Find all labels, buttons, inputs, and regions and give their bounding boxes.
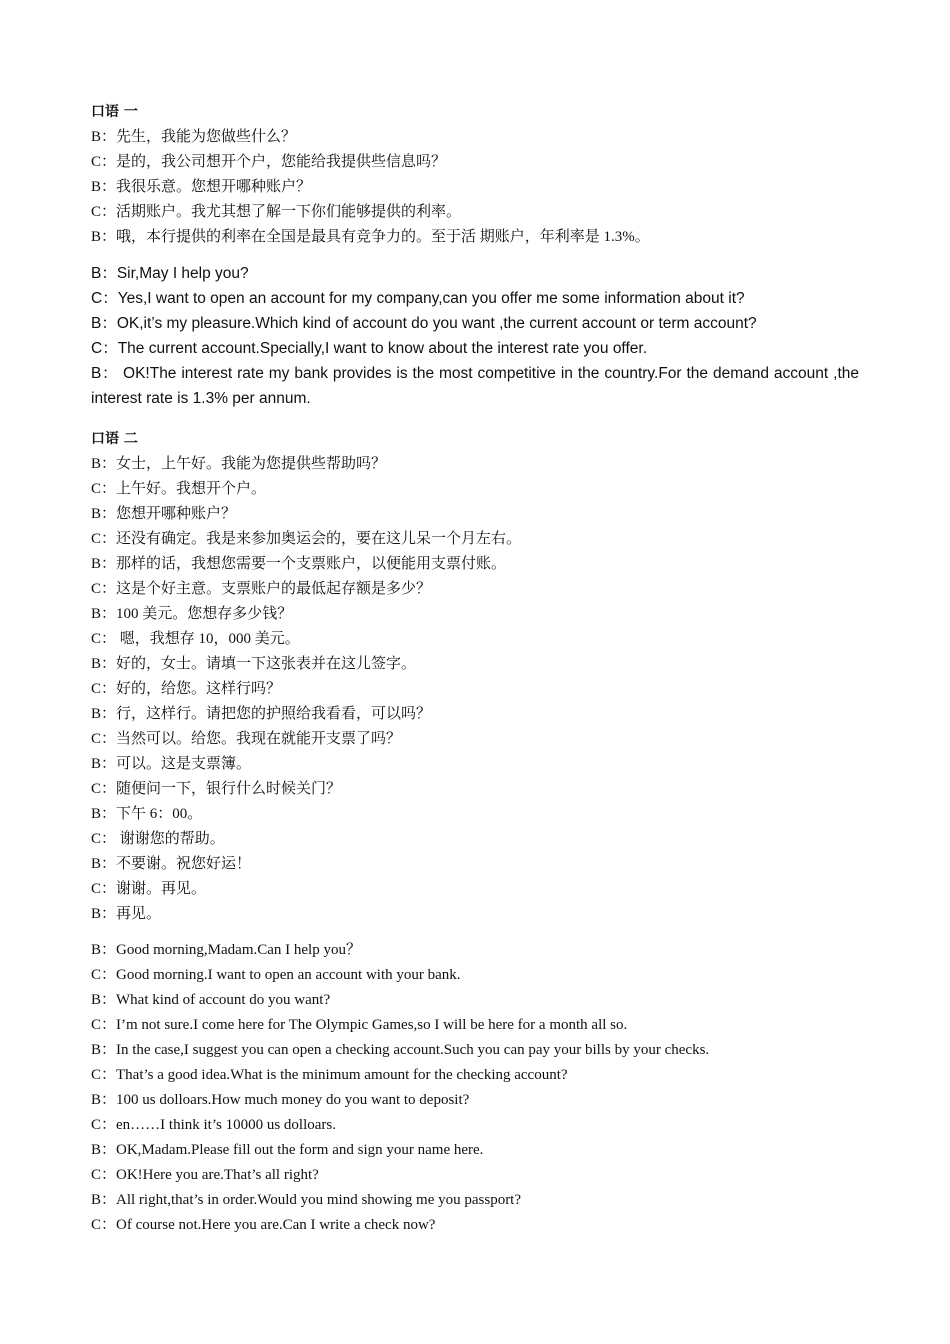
- dialogue-2-en-line: C：Good morning.I want to open an account with your bank.: [91, 967, 461, 983]
- dialogue-2-zh-line: C：这是个好主意。支票账户的最低起存额是多少？: [91, 581, 432, 597]
- dialogue-1-en-line: B：OK,it’s my pleasure.Which kind of account do you want ,the current account or term account?: [91, 315, 757, 332]
- dialogue-2-en-line: B：All right,that’s in order.Would you mind showing me you passport?: [91, 1192, 522, 1208]
- dialogue-2-zh-line: B：您想开哪种账户？: [91, 506, 237, 522]
- dialogue-2-zh-line: C： 嗯，我想存 10，000 美元。: [91, 631, 300, 647]
- dialogue-2-zh-line: B：行，这样行。请把您的护照给我看看，可以吗？: [91, 706, 432, 722]
- dialogue-1-zh-line: C：是的，我公司想开个户，您能给我提供些信息吗？: [91, 154, 447, 170]
- paragraph-spacer: [91, 927, 859, 938]
- dialogue-2-zh-line: C：好的，给您。这样行吗？: [91, 681, 282, 697]
- section-heading-dialogue-2: 口语 二: [91, 431, 138, 447]
- dialogue-2-zh-line: C：还没有确定。我是来参加奥运会的，要在这儿呆一个月左右。: [91, 531, 522, 547]
- dialogue-2-zh-line: C：谢谢。再见。: [91, 881, 207, 897]
- dialogue-1-zh-line: C：活期账户。我尤其想了解一下你们能够提供的利率。: [91, 204, 462, 220]
- dialogue-2-en-line: C：That’s a good idea.What is the minimum amount for the checking account?: [91, 1067, 568, 1083]
- dialogue-2-en-line: B：OK,Madam.Please fill out the form and sign your name here.: [91, 1142, 484, 1158]
- dialogue-1-en-line: C：The current account.Specially,I want to know about the interest rate you offer.: [91, 340, 648, 357]
- dialogue-2-en-line: B：What kind of account do you want?: [91, 992, 331, 1008]
- dialogue-1-zh-line: B：哦，本行提供的利率在全国是最具有竞争力的。至于活 期账户，年利率是 1.3%。: [91, 229, 650, 245]
- dialogue-1-en-line: B：Sir,May I help you?: [91, 265, 249, 282]
- dialogue-2-zh-line: C：上午好。我想开个户。: [91, 481, 267, 497]
- dialogue-2-zh-line: B：下午 6：00。: [91, 806, 203, 822]
- dialogue-2-en-line: B：In the case,I suggest you can open a checking account.Such you can pay your bills by your checks.: [91, 1042, 710, 1058]
- dialogue-1-zh-line: B：我很乐意。您想开哪种账户？: [91, 179, 312, 195]
- paragraph-spacer: [91, 250, 859, 261]
- dialogue-2-zh-line: B：好的，女士。请填一下这张表并在这儿签字。: [91, 656, 417, 672]
- dialogue-2-zh-line: B：100 美元。您想存多少钱？: [91, 606, 293, 622]
- dialogue-2-en-line: C：en……I think it’s 10000 us dolloars.: [91, 1117, 336, 1133]
- dialogue-2-en-line: B：Good morning,Madam.Can I help you？: [91, 942, 361, 958]
- dialogue-2-zh-line: C：当然可以。给您。我现在就能开支票了吗？: [91, 731, 402, 747]
- dialogue-1-en-line: C：Yes,I want to open an account for my company,can you offer me some information about it?: [91, 290, 745, 307]
- dialogue-2-zh-line: B：再见。: [91, 906, 162, 922]
- dialogue-2-zh-line: B：那样的话，我想您需要一个支票账户，以便能用支票付账。: [91, 556, 507, 572]
- section-spacer: [91, 411, 859, 427]
- dialogue-2-zh-line: B：可以。这是支票簿。: [91, 756, 252, 772]
- document-page: [91, 100, 859, 1238]
- dialogue-2-en-line: C：OK!Here you are.That’s all right?: [91, 1167, 319, 1183]
- dialogue-1-zh-line: B：先生，我能为您做些什么？: [91, 129, 297, 145]
- dialogue-2-zh-line: C： 谢谢您的帮助。: [91, 831, 225, 847]
- section-heading-dialogue-1: 口语 一: [91, 104, 138, 120]
- dialogue-2-en-line: C：Of course not.Here you are.Can I write a check now?: [91, 1217, 436, 1233]
- dialogue-2-zh-line: B：不要谢。祝您好运！: [91, 856, 252, 872]
- dialogue-2-en-line: B：100 us dolloars.How much money do you want to deposit?: [91, 1092, 470, 1108]
- dialogue-2-en-line: C：I’m not sure.I come here for The Olympic Games,so I will be here for a month all so.: [91, 1017, 628, 1033]
- dialogue-2-zh-line: B：女士，上午好。我能为您提供些帮助吗？: [91, 456, 387, 472]
- dialogue-2-zh-line: C：随便问一下，银行什么时候关门？: [91, 781, 342, 797]
- dialogue-1-en-line: B： OK!The interest rate my bank provides is the most competitive in the country.For the demand account ,the interest rate is 1.3% per annum.: [91, 365, 859, 407]
